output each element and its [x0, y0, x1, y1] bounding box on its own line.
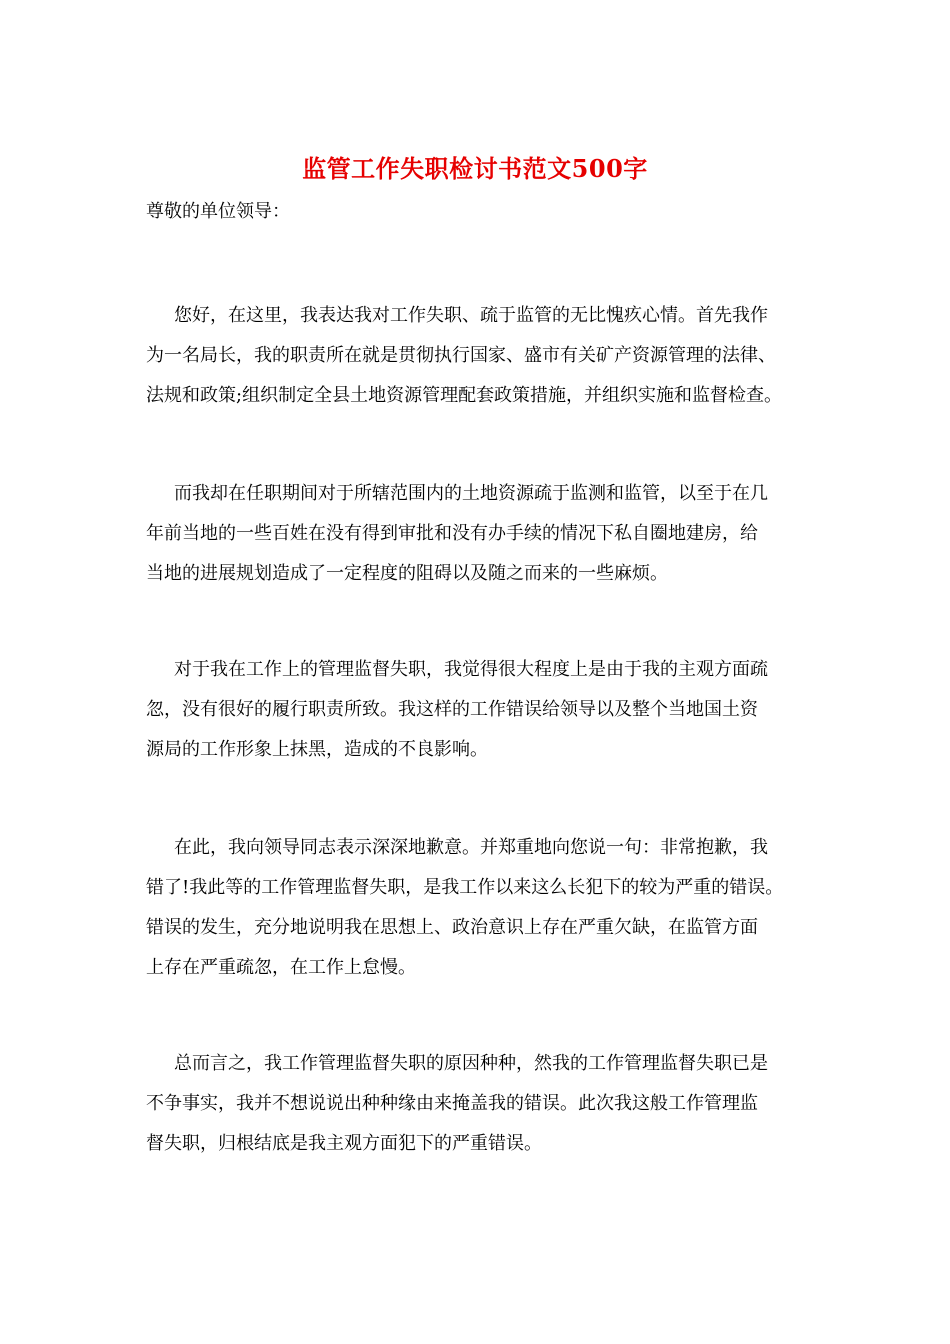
paragraph-line: 源局的工作形象上抹黑，造成的不良影响。 [146, 739, 488, 760]
paragraph-2 [146, 474, 826, 594]
paragraph-line: 错误的发生，充分地说明我在思想上、政治意识上存在严重欠缺，在监管方面 [146, 917, 758, 938]
paragraph-line: 而我却在任职期间对于所辖范围内的土地资源疏于监测和监管，以至于在几 [174, 483, 768, 504]
paragraph-5 [146, 1044, 826, 1164]
document-title: 监管工作失职检讨书范文500字 [302, 154, 648, 183]
paragraph-line: 当地的进展规划造成了一定程度的阻碍以及随之而来的一些麻烦。 [146, 563, 668, 584]
paragraph-3 [146, 650, 826, 770]
paragraph-1 [146, 296, 826, 416]
paragraph-line: 在此，我向领导同志表示深深地歉意。并郑重地向您说一句：非常抱歉，我 [174, 837, 768, 858]
paragraph-line: 对于我在工作上的管理监督失职，我觉得很大程度上是由于我的主观方面疏 [174, 659, 768, 680]
paragraph-line: 年前当地的一些百姓在没有得到审批和没有办手续的情况下私自圈地建房，给 [146, 523, 758, 544]
paragraph-line: 为一名局长，我的职责所在就是贯彻执行国家、盛市有关矿产资源管理的法律、 [146, 345, 776, 366]
paragraph-line: 您好，在这里，我表达我对工作失职、疏于监管的无比愧疚心情。首先我作 [174, 305, 768, 326]
paragraph-line: 错了!我此等的工作管理监督失职，是我工作以来这么长犯下的较为严重的错误。 [146, 877, 784, 898]
paragraph-line: 督失职，归根结底是我主观方面犯下的严重错误。 [146, 1133, 542, 1154]
paragraph-line: 上存在严重疏忽，在工作上怠慢。 [146, 957, 416, 978]
paragraph-4 [146, 828, 826, 988]
paragraph-line: 法规和政策;组织制定全县土地资源管理配套政策措施，并组织实施和监督检查。 [146, 385, 783, 406]
paragraph-line: 总而言之，我工作管理监督失职的原因种种，然我的工作管理监督失职已是 [174, 1053, 768, 1074]
paragraph-line: 忽，没有很好的履行职责所致。我这样的工作错误给领导以及整个当地国土资 [146, 699, 758, 720]
paragraph-line: 不争事实，我并不想说说出种种缘由来掩盖我的错误。此次我这般工作管理监 [146, 1093, 758, 1114]
salutation: 尊敬的单位领导： [146, 201, 290, 222]
